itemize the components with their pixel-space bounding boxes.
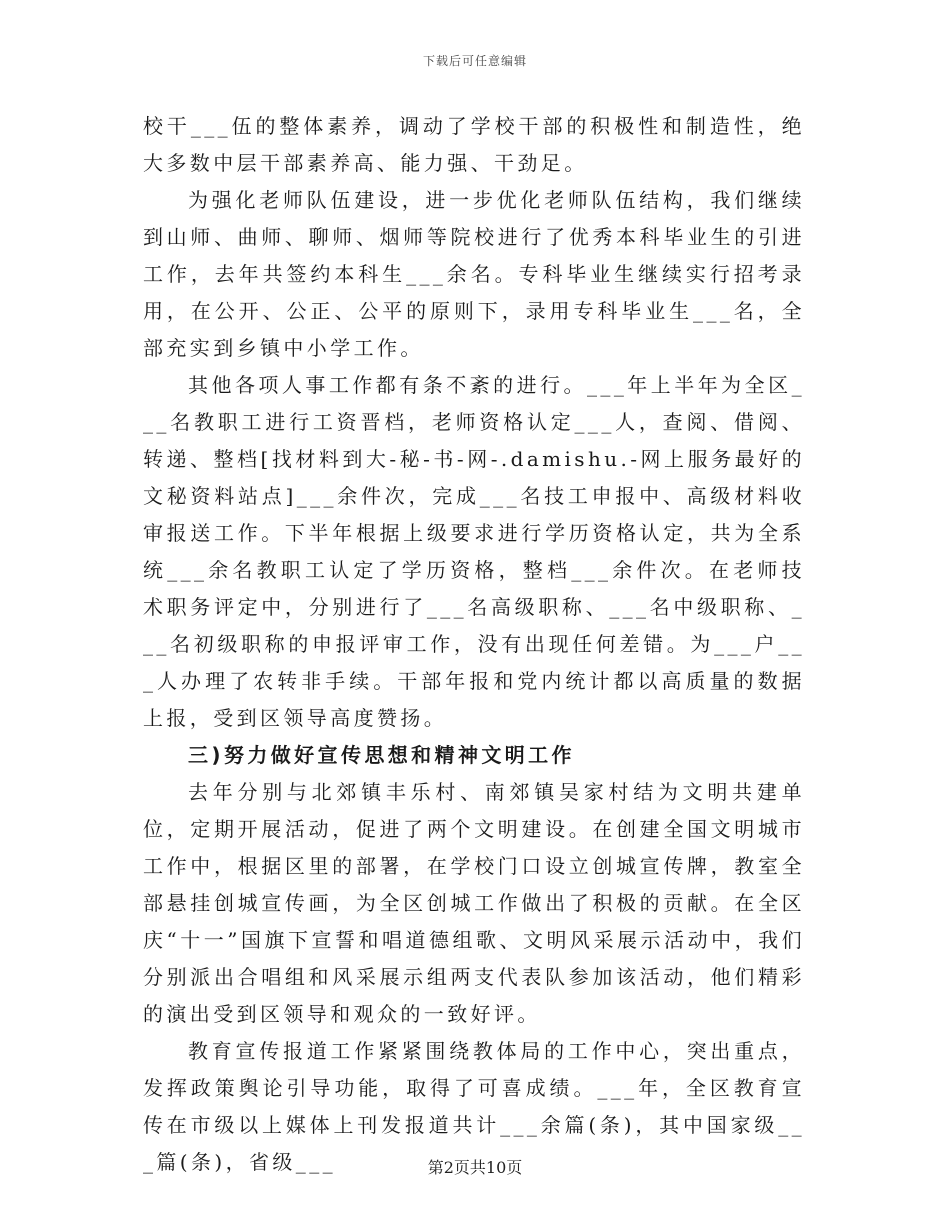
paragraph-continuation: 校干___伍的整体素养，调动了学校干部的积极性和制造性，绝大多数中层干部素养高、能力强、干劲足。 [143,114,805,175]
paragraph-civilization-building: 去年分别与北郊镇丰乐村、南郊镇吴家村结为文明共建单位，定期开展活动，促进了两个文明建设。在创建全国文明城市工作中，根据区里的部署，在学校门口设立创城宣传牌，教室全部悬挂创城宣传画，为全区创城工作做出了积极的贡献。在全区庆“十一”国旗下宣誓和唱道德组歌、文明风采展示活动中，我们分别派出合唱组和风采展示组两支代表队参加该活动，他们精彩的演出受到区领导和观众的一致好评。 [143,780,805,1026]
section-heading-publicity: 三)努力做好宣传思想和精神文明工作 [188,743,575,767]
page-number-footer: 第2页共10页 [427,1158,523,1177]
document-body [143,108,805,1181]
page-header-note: 下载后可任意编辑 [422,54,527,68]
paragraph-education-publicity: 教育宣传报道工作紧紧围绕教体局的工作中心，突出重点，发挥政策舆论引导功能，取得了可喜成绩。___年，全区教育宣传在市级以上媒体上刊发报道共计___余篇(条)，其中国家级___篇(条)，省级___ [143,1039,805,1174]
paragraph-teacher-recruitment: 为强化老师队伍建设，进一步优化老师队伍结构，我们继续到山师、曲师、聊师、烟师等院校进行了优秀本科毕业生的引进工作，去年共签约本科生___余名。专科毕业生继续实行招考录用，在公开、公正、公平的原则下，录用专科毕业生___名，全部充实到乡镇中小学工作。 [143,188,805,360]
paragraph-personnel-work: 其他各项人事工作都有条不紊的进行。___年上半年为全区___名教职工进行工资晋档，老师资格认定___人，查阅、借阅、转递、整档[找材料到大-秘-书-网-.damishu.-网上服务最好的文秘资料站点]___余件次，完成___名技工申报中、高级材料收审报送工作。下半年根据上级要求进行学历资格认定，共为全系统___余名教职工认定了学历资格，整档___余件次。在老师技术职务评定中，分别进行了___名高级职称、___名中级职称、___名初级职称的申报评审工作，没有出现任何差错。为___户___人办理了农转非手续。干部年报和党内统计都以高质量的数据上报，受到区领导高度赞扬。 [143,373,805,730]
